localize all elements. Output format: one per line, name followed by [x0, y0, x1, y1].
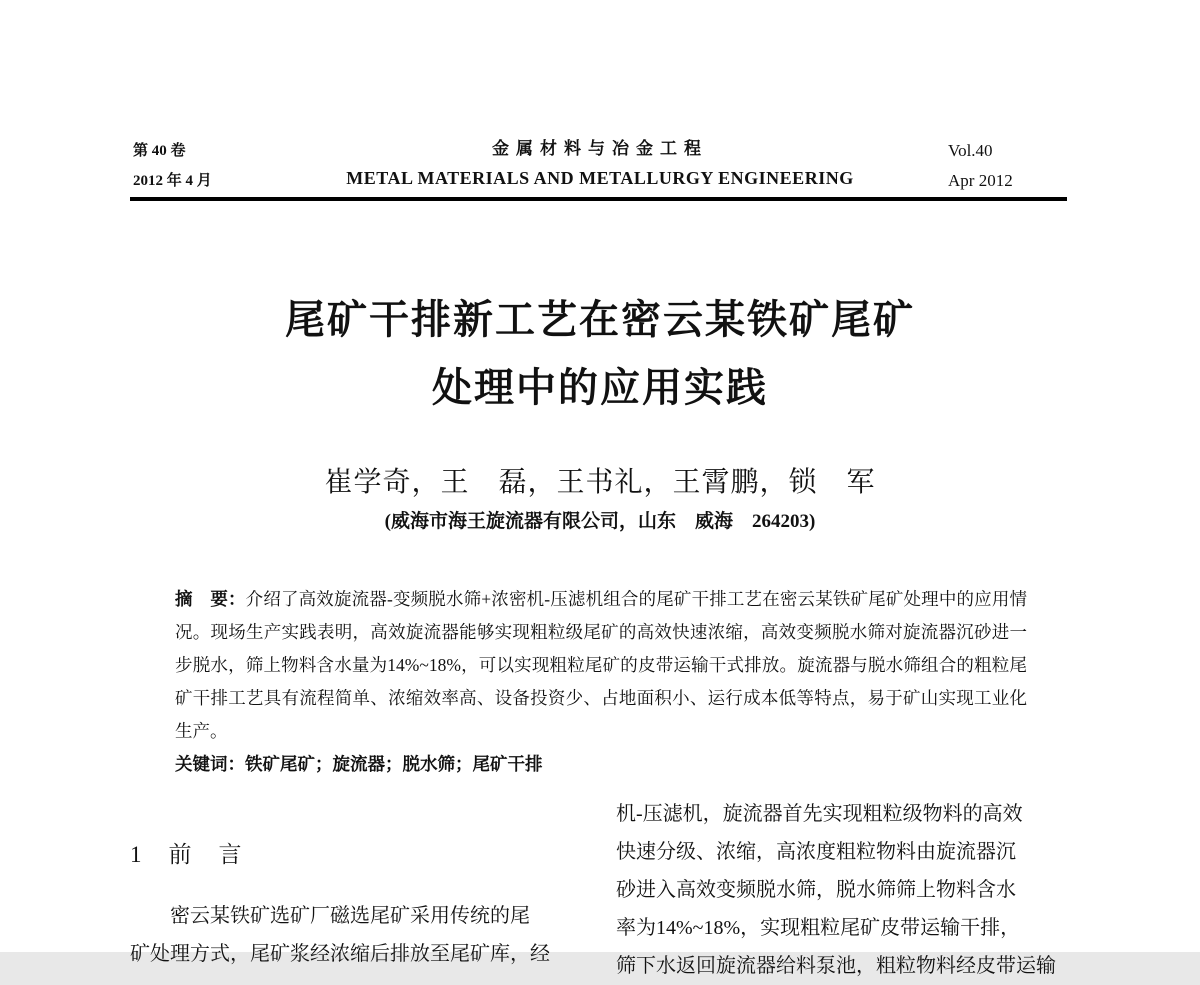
keywords-label: 关键词： [175, 754, 245, 774]
section-1-heading: 1 前 言 [130, 842, 244, 867]
journal-title-cn: 金属材料与冶金工程 [492, 139, 708, 158]
article-title-line1: 尾矿干排新工艺在密云某铁矿尾矿 [285, 298, 915, 342]
right-column-line-2: 快速分级、浓缩，高浓度粗粒物料由旋流器沉 [616, 841, 1016, 863]
header-center [0, 136, 1200, 194]
issue-date-en: Apr 2012 [948, 171, 1013, 190]
keywords [175, 751, 1027, 776]
right-column-line-1: 机-压滤机，旋流器首先实现粗粒级物料的高效 [616, 803, 1023, 825]
left-column-line-2: 矿处理方式，尾矿浆经浓缩后排放至尾矿库，经 [130, 943, 550, 965]
abstract-text: 介绍了高效旋流器-变频脱水筛+浓密机-压滤机组合的尾矿干排工艺在密云某铁矿尾矿处理中的应用情况。现场生产实践表明，高效旋流器能够实现粗粒级尾矿的高效快速浓缩，高效变频脱水筛对旋流器沉砂进一步脱水，筛上物料含水量为14%~18%，可以实现粗粒尾矿的皮带运输干式排放。旋流器与脱水筛组合的粗粒尾矿干排工艺具有流程简单、浓缩效率高、设备投资少、占地面积小、运行成本低等特点，易于矿山实现工业化生产。 [175, 589, 1027, 741]
issue-date-cn: 2012 年 4 月 [133, 173, 212, 189]
right-column [616, 795, 1076, 985]
right-column-line-4: 率为14%~18%，实现粗粒尾矿皮带运输干排， [616, 917, 1021, 939]
volume-cn: 第 40 卷 [133, 143, 186, 159]
keywords-text: 铁矿尾矿；旋流器；脱水筛；尾矿干排 [245, 754, 543, 774]
volume-en: Vol.40 [948, 141, 993, 160]
header-divider [130, 197, 1067, 201]
right-column-line-3: 砂进入高效变频脱水筛，脱水筛筛上物料含水 [616, 879, 1016, 901]
article-title-line2: 处理中的应用实践 [432, 366, 768, 410]
right-column-line-5: 筛下水返回旋流器给料泵池，粗粒物料经皮带运输 [616, 955, 1056, 977]
left-column-line-1: 密云某铁矿选矿厂磁选尾矿采用传统的尾 [170, 905, 530, 927]
header-right [948, 136, 1013, 196]
journal-title-en: METAL MATERIALS AND METALLURGY ENGINEERING [346, 168, 854, 188]
affiliation: (威海市海王旋流器有限公司，山东 威海 264203) [384, 511, 816, 532]
abstract [175, 583, 1027, 748]
left-column [130, 835, 588, 973]
abstract-label: 摘 要： [175, 589, 246, 609]
authors: 崔学奇，王 磊，王书礼，王霄鹏，锁 军 [324, 467, 876, 498]
